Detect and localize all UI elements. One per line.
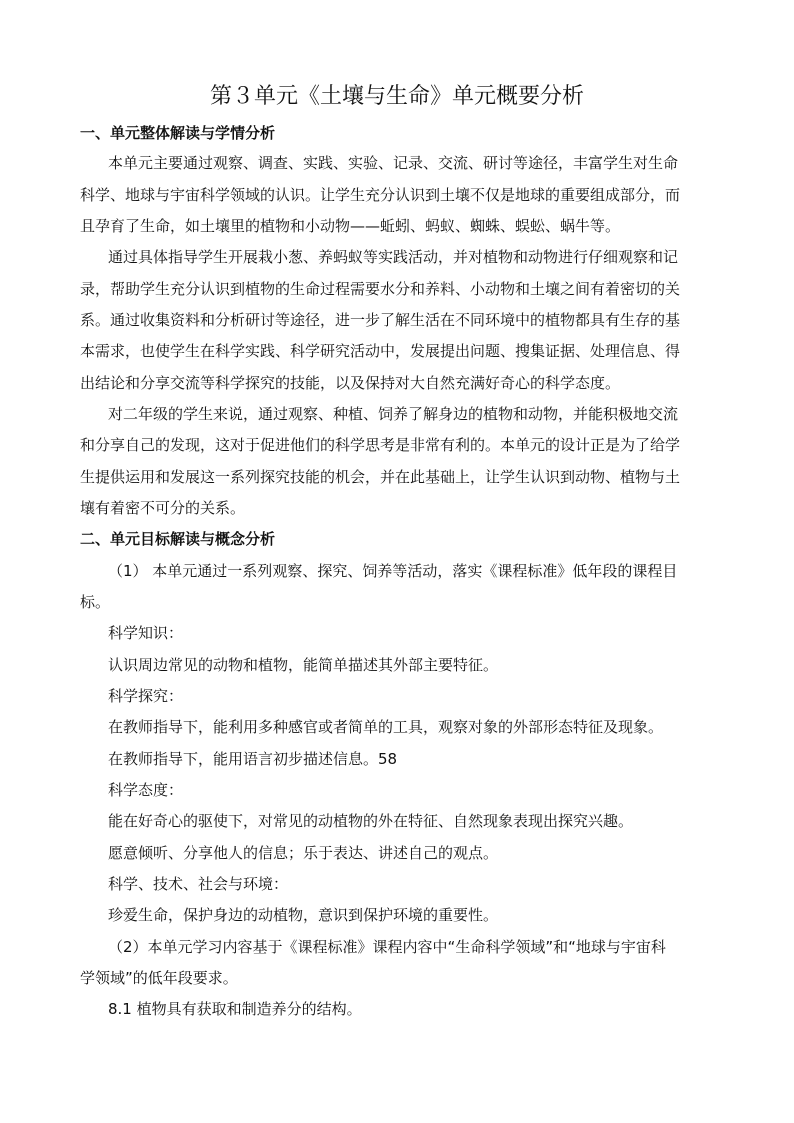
section-heading-1: 一、单元整体解读与学情分析 <box>80 124 276 142</box>
paragraph-line: 通过具体指导学生开展栽小葱、养蚂蚁等实践活动，并对植物和动物进行仔细观察和记 <box>108 248 679 266</box>
paragraph-line: （2）本单元学习内容基于《课程标准》课程内容中“生命科学领域”和“地球与宇宙科 <box>108 938 666 956</box>
paragraph-line: 标。 <box>80 593 111 611</box>
paragraph-line: 认识周边常见的动物和植物，能简单描述其外部主要特征。 <box>108 656 499 674</box>
paragraph-line: 本需求，也使学生在科学实践、科学研究活动中，发展提出问题、搜集证据、处理信息、得 <box>80 342 681 360</box>
paragraph-line: 8.1 植物具有获取和制造养分的结构。 <box>108 1000 362 1018</box>
subheading-line: 科学、技术、社会与环境： <box>108 875 289 893</box>
paragraph-line: 且孕育了生命，如土壤里的植物和小动物——蚯蚓、蚂蚁、蜘蛛、蜈蚣、蜗牛等。 <box>80 217 621 235</box>
paragraph-line: （1） 本单元通过一系列观察、探究、饲养等活动，落实《课程标准》低年段的课程目 <box>108 562 678 580</box>
subheading-line: 科学探究： <box>108 687 184 705</box>
paragraph-line: 生提供运用和发展这一系列探究技能的机会，并在此基础上，让学生认识到动物、植物与土 <box>80 468 681 486</box>
paragraph-line: 壤有着密不可分的关系。 <box>80 499 246 517</box>
paragraph-line: 和分享自己的发现，这对于促进他们的科学思考是非常有利的。本单元的设计正是为了给学 <box>80 436 681 454</box>
paragraph-line: 科学、地球与宇宙科学领域的认识。让学生充分认识到土壤不仅是地球的重要组成部分，而 <box>80 186 681 204</box>
paragraph-line: 录，帮助学生充分认识到植物的生命过程需要水分和养料、小动物和土壤之间有着密切的关 <box>80 280 681 298</box>
paragraph-line: 对二年级的学生来说，通过观察、种植、饲养了解身边的植物和动物，并能积极地交流 <box>108 405 679 423</box>
paragraph-line: 出结论和分享交流等科学探究的技能，以及保持对大自然充满好奇心的科学态度。 <box>80 374 621 392</box>
subheading-line: 科学知识： <box>108 624 184 642</box>
paragraph-line: 学领域”的低年段要求。 <box>80 969 238 987</box>
paragraph-line: 本单元主要通过观察、调查、实践、实验、记录、交流、研讨等途径，丰富学生对生命 <box>108 154 679 172</box>
subheading-line: 科学态度： <box>108 781 184 799</box>
paragraph-line: 珍爱生命，保护身边的动植物，意识到保护环境的重要性。 <box>108 906 499 924</box>
paragraph-line: 能在好奇心的驱使下，对常见的动植物的外在特征、自然现象表现出探究兴趣。 <box>108 812 634 830</box>
paragraph-line: 在教师指导下，能用语言初步描述信息。58 <box>108 750 398 768</box>
document-title: 第３单元《土壤与生命》单元概要分析 <box>209 84 584 109</box>
paragraph-line: 愿意倾听、分享他人的信息；乐于表达、讲述自己的观点。 <box>108 844 499 862</box>
section-heading-2: 二、单元目标解读与概念分析 <box>80 530 276 548</box>
paragraph-line: 系。通过收集资料和分析研讨等途径，进一步了解生活在不同环境中的植物都具有生存的基 <box>80 311 681 329</box>
paragraph-line: 在教师指导下，能利用多种感官或者简单的工具，观察对象的外部形态特征及现象。 <box>108 718 664 736</box>
